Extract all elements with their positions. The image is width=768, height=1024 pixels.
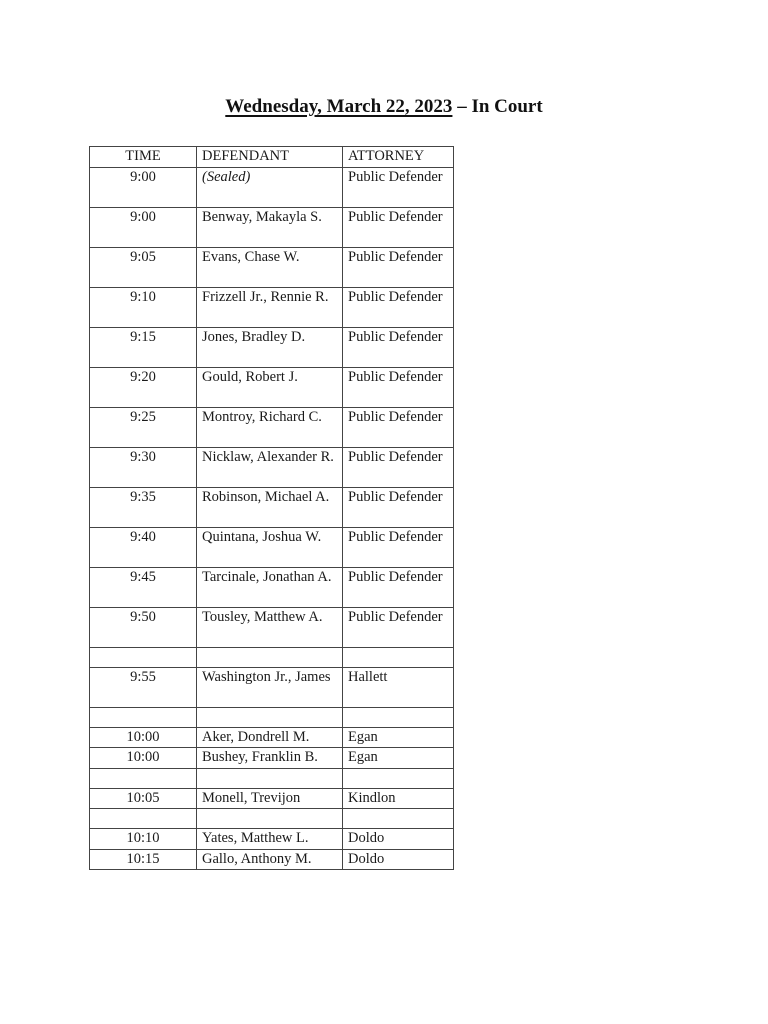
empty-cell [343, 647, 454, 667]
row-time: 10:10 [90, 829, 197, 850]
table-row [90, 727, 454, 748]
row-defendant: Benway, Makayla S. [197, 207, 343, 247]
table-row [90, 287, 454, 327]
table-spacer-row [90, 707, 454, 727]
row-time: 9:10 [90, 287, 197, 327]
row-defendant: Jones, Bradley D. [197, 327, 343, 367]
row-defendant: Aker, Dondrell M. [197, 727, 343, 748]
empty-cell [90, 768, 197, 788]
row-attorney: Public Defender [343, 407, 454, 447]
table-spacer-row [90, 768, 454, 788]
title-separator: – [452, 96, 472, 117]
row-time: 9:30 [90, 447, 197, 487]
row-defendant: Gallo, Anthony M. [197, 849, 343, 870]
row-time: 10:05 [90, 788, 197, 809]
table-row [90, 407, 454, 447]
row-attorney: Public Defender [343, 367, 454, 407]
table-spacer-row [90, 809, 454, 829]
empty-cell [197, 768, 343, 788]
row-defendant: Yates, Matthew L. [197, 829, 343, 850]
row-defendant: Washington Jr., James [197, 667, 343, 707]
empty-cell [343, 707, 454, 727]
table-row [90, 447, 454, 487]
row-defendant: Tarcinale, Jonathan A. [197, 567, 343, 607]
row-defendant: Frizzell Jr., Rennie R. [197, 287, 343, 327]
row-attorney: Public Defender [343, 327, 454, 367]
row-attorney: Public Defender [343, 487, 454, 527]
table-row [90, 667, 454, 707]
row-attorney: Public Defender [343, 567, 454, 607]
table-row [90, 788, 454, 809]
empty-cell [343, 809, 454, 829]
row-time: 9:40 [90, 527, 197, 567]
row-attorney: Public Defender [343, 167, 454, 207]
table-row [90, 567, 454, 607]
row-defendant: Tousley, Matthew A. [197, 607, 343, 647]
empty-cell [197, 809, 343, 829]
row-attorney: Public Defender [343, 207, 454, 247]
title-date: Wednesday, March 22, 2023 [225, 96, 453, 117]
row-defendant: Nicklaw, Alexander R. [197, 447, 343, 487]
empty-cell [197, 647, 343, 667]
row-attorney: Doldo [343, 829, 454, 850]
row-defendant: Quintana, Joshua W. [197, 527, 343, 567]
row-defendant: Robinson, Michael A. [197, 487, 343, 527]
table-row [90, 748, 454, 769]
row-attorney: Public Defender [343, 527, 454, 567]
table-row [90, 829, 454, 850]
empty-cell [197, 707, 343, 727]
table-row [90, 167, 454, 207]
row-attorney: Public Defender [343, 607, 454, 647]
row-attorney: Public Defender [343, 287, 454, 327]
row-time: 9:55 [90, 667, 197, 707]
row-time: 9:05 [90, 247, 197, 287]
table-row [90, 207, 454, 247]
row-time: 9:50 [90, 607, 197, 647]
page-title [0, 96, 768, 118]
row-time: 9:20 [90, 367, 197, 407]
header-defendant: DEFENDANT [197, 147, 343, 168]
row-attorney: Egan [343, 727, 454, 748]
row-attorney: Hallett [343, 667, 454, 707]
court-docket-table [89, 146, 454, 870]
table-row [90, 487, 454, 527]
row-time: 10:15 [90, 849, 197, 870]
table-header-row [90, 147, 454, 168]
table-row [90, 367, 454, 407]
row-attorney: Doldo [343, 849, 454, 870]
row-time: 10:00 [90, 727, 197, 748]
table-row [90, 327, 454, 367]
table-row [90, 247, 454, 287]
table-row [90, 607, 454, 647]
row-defendant: Montroy, Richard C. [197, 407, 343, 447]
row-attorney: Egan [343, 748, 454, 769]
row-defendant: Monell, Trevijon [197, 788, 343, 809]
table-spacer-row [90, 647, 454, 667]
row-defendant: (Sealed) [197, 167, 343, 207]
empty-cell [90, 647, 197, 667]
header-attorney: ATTORNEY [343, 147, 454, 168]
header-time: TIME [90, 147, 197, 168]
row-attorney: Public Defender [343, 247, 454, 287]
title-location: In Court [471, 96, 543, 117]
row-defendant: Gould, Robert J. [197, 367, 343, 407]
row-defendant: Bushey, Franklin B. [197, 748, 343, 769]
row-time: 9:25 [90, 407, 197, 447]
table-row [90, 849, 454, 870]
row-defendant: Evans, Chase W. [197, 247, 343, 287]
table-row [90, 527, 454, 567]
row-time: 9:00 [90, 207, 197, 247]
row-time: 9:15 [90, 327, 197, 367]
empty-cell [343, 768, 454, 788]
row-time: 9:45 [90, 567, 197, 607]
row-attorney: Public Defender [343, 447, 454, 487]
row-time: 9:00 [90, 167, 197, 207]
row-time: 10:00 [90, 748, 197, 769]
empty-cell [90, 809, 197, 829]
row-time: 9:35 [90, 487, 197, 527]
row-attorney: Kindlon [343, 788, 454, 809]
empty-cell [90, 707, 197, 727]
